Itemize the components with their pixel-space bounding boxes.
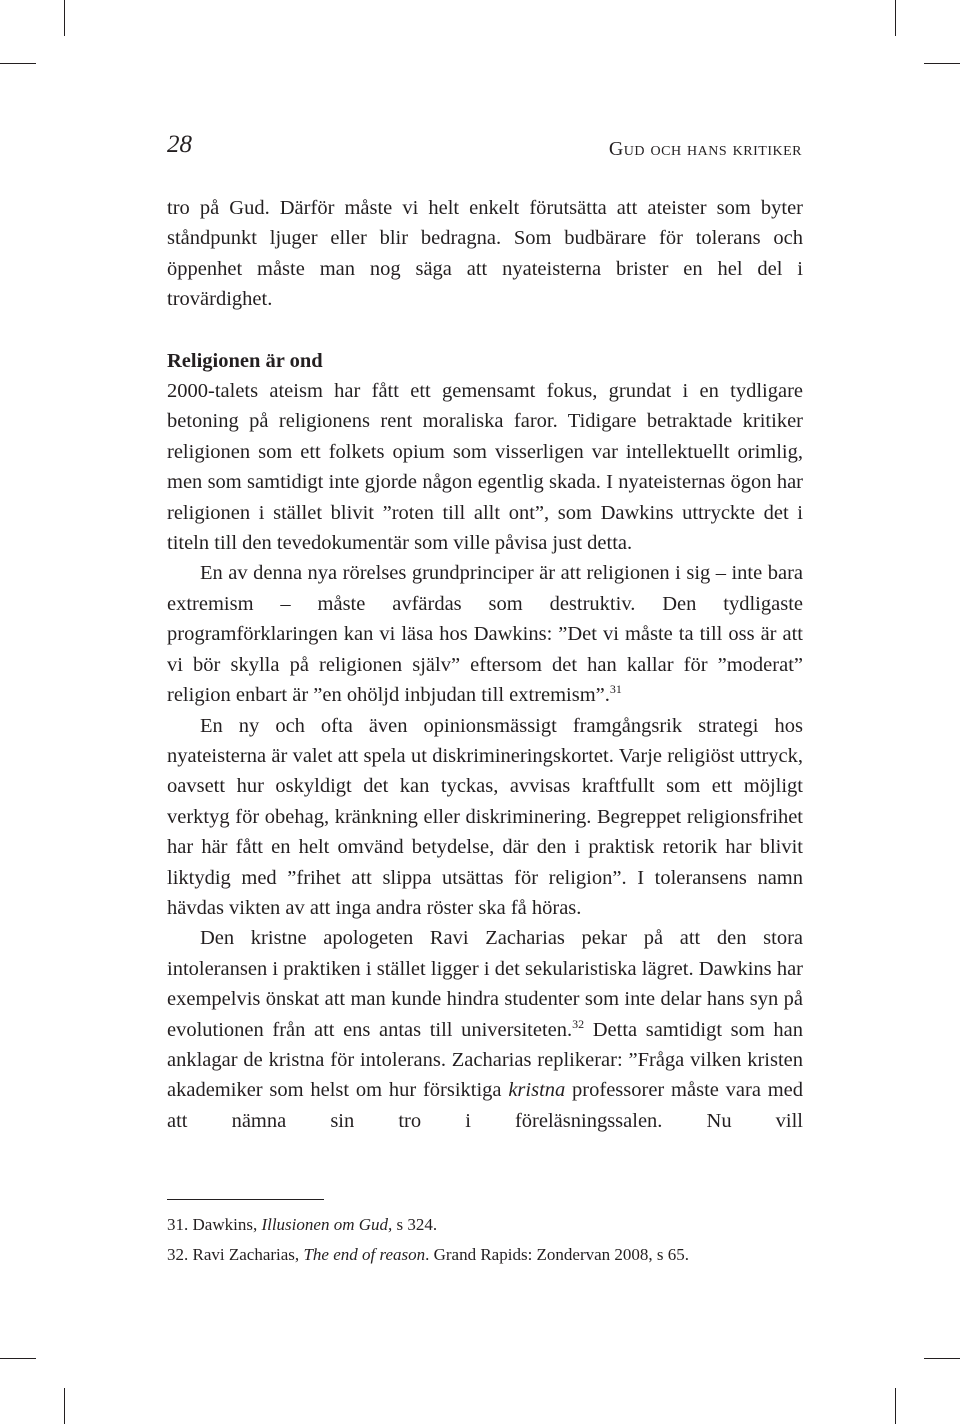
paragraph-text: Den kristne apologeten Ravi Zacharias pekar på att den stora intoleransen i praktiken i stället ligger i det sekularistiska lägret. Dawkins har exempelvis önskat att man kunde hindra studenter som inte delar hans syn på evolutionen från att ens antas till universiteten. [167, 927, 803, 1041]
footnote-ref: 31 [609, 682, 622, 697]
page-number: 28 [167, 131, 192, 158]
emphasis: kristna [508, 1079, 566, 1102]
footnotes [167, 1210, 689, 1270]
footnote [167, 1210, 689, 1240]
footnote-title: The end of reason [303, 1245, 426, 1264]
paragraph [167, 923, 803, 1136]
section-heading: Religionen är ond [167, 349, 323, 372]
crop-mark [0, 1358, 36, 1359]
crop-mark [924, 63, 960, 64]
footnote [167, 1240, 689, 1270]
crop-mark [895, 1388, 896, 1424]
paragraph-text: professorer måste vara med att nämna sin tro i föreläsningssalen. Nu vill [167, 1079, 803, 1132]
paragraph-text: En av denna nya rörelses grundprinciper är att religionen i sig – inte bara extremism – måste avfärdas som destruktiv. Den tydligaste programförklaringen kan vi läsa hos Dawkins: ”Det vi måste ta till oss är att vi bör skylla på religionen själv” eftersom det han kallar för ”moderat” religion enbart är ”en ohöljd inbjudan till extremism”. [167, 562, 803, 707]
paragraph [167, 558, 803, 710]
footnote-rule [167, 1199, 324, 1200]
footnote-number: 31. [167, 1215, 189, 1234]
running-head: Gud och hans kritiker [608, 138, 802, 160]
footnote-text: . Grand Rapids: Zondervan 2008, s 65. [425, 1245, 690, 1264]
footnote-text: Ravi Zacharias, [192, 1245, 304, 1264]
paragraph-text: Detta samtidigt som han anklagar de kristna för intolerans. Zacharias replikerar: ”Fråga vilken kristen akademiker som helst om hur försiktiga [167, 1018, 803, 1102]
footnote-text: s 324. [392, 1215, 438, 1234]
crop-mark [0, 63, 36, 64]
paragraph: En ny och ofta även opinionsmässigt framgångsrik strategi hos nyateisterna är valet att spela ut diskrimineringskortet. Varje religiöst uttryck, oavsett hur oskyldigt det kan tyckas, avvisas kraftfullt som ett möjligt verktyg för obehag, kränkning eller diskriminering. Begreppet religionsfrihet har här fått en helt omvänd betydelse, där den i praktisk retorik har blivit liktydig med ”frihet att slippa utsättas för religion”. I toleransens namn hävdas vikten av att inga andra röster ska få höras. [167, 714, 803, 919]
body-text [167, 193, 803, 1136]
footnote-text: Dawkins, [192, 1215, 262, 1234]
crop-mark [895, 0, 896, 36]
crop-mark [924, 1358, 960, 1359]
footnote-ref: 32 [572, 1016, 585, 1031]
paragraph: 2000-talets ateism har fått ett gemensamt fokus, grundat i en tydligare betoning på religionens rent moraliska faror. Tidigare betraktade kritiker religionen som ett folkets opium som visserligen var intellektuellt orimlig, men som samtidigt inte gjorde någon egentlig skada. I nyateisternas ögon har religionen i stället blivit ”roten till allt ont”, som Dawkins uttryckte det i titeln till den tevedokumentär som ville påvisa just detta. [167, 380, 803, 555]
paragraph: tro på Gud. Därför måste vi helt enkelt förutsätta att ateister som byter ståndpunkt ljuger eller blir bedragna. Som budbärare för tolerans och öppenhet måste man nog säga att nyateisterna brister en hel del i trovärdighet. [167, 197, 803, 311]
footnote-number: 32. [167, 1245, 189, 1264]
crop-mark [64, 1388, 65, 1424]
footnote-title: Illusionen om Gud, [261, 1215, 393, 1234]
crop-mark [64, 0, 65, 36]
